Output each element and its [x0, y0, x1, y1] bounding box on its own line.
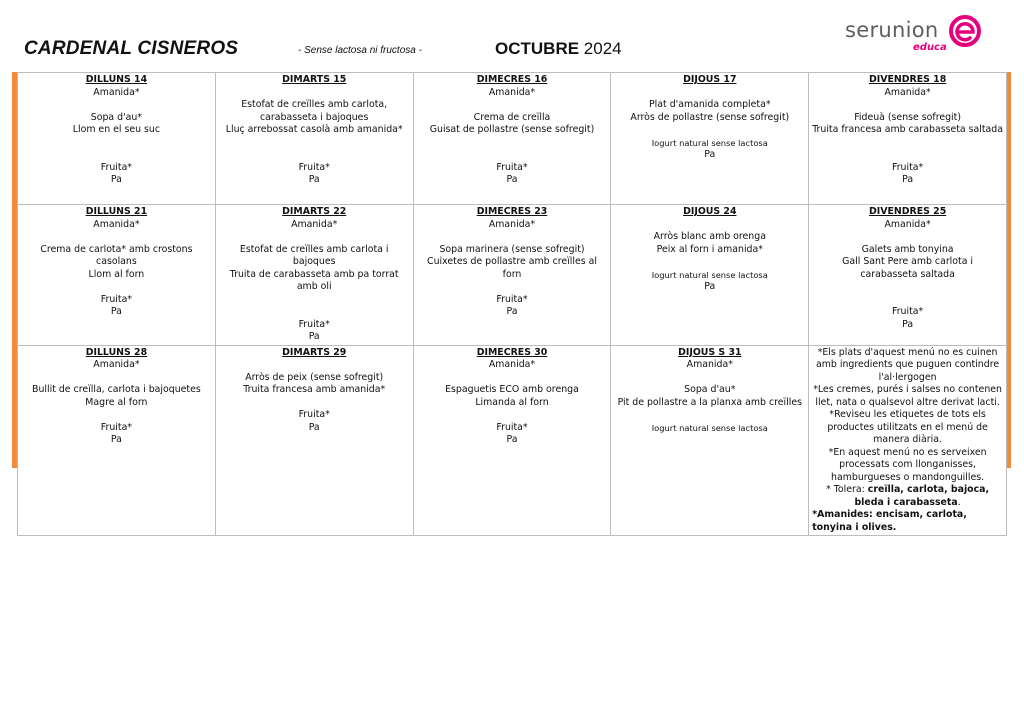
menu-line: Guisat de pollastre (sense sofregit) [429, 124, 595, 135]
menu-line [21, 372, 212, 385]
menu-line: Amanida* [686, 359, 733, 370]
menu-line [219, 306, 410, 319]
day-heading: DIMARTS 29 [282, 346, 347, 358]
menu-line: Fruita* [891, 306, 924, 317]
menu-day-cell [611, 205, 809, 346]
menu-line [21, 149, 212, 162]
menu-line: Crema de carlota* amb crostons casolans [40, 243, 193, 267]
note: *Els plats d'aquest menú no es cuinen amb ingredients que puguen contindre l'al·lergogen [816, 346, 1000, 383]
menu-day-cell [215, 73, 413, 205]
menu-day-cell [18, 345, 216, 536]
month-name: OCTUBRE [495, 39, 580, 58]
day-heading: DIVENDRES 25 [868, 206, 947, 217]
menu-line: Amanida* [488, 359, 536, 370]
menu-day-cell [18, 73, 216, 205]
menu-line: Amanida* [291, 218, 338, 230]
menu-line: Llom en el seu suc [72, 124, 161, 135]
menu-line: Sopa d'au* [684, 384, 736, 395]
note: *En aquest menú no es serveixen processats com llonganisses, hamburgueses o mandonguilles. [828, 446, 987, 483]
day-heading: DILLUNS 14 [85, 74, 148, 85]
menu-line [21, 281, 212, 294]
menu-day-cell [215, 345, 413, 536]
month-title [495, 39, 622, 59]
menu-line [417, 409, 608, 422]
menu-line: Pa [902, 318, 914, 330]
menu-line [812, 137, 1003, 150]
menu-line: Pa [506, 174, 518, 185]
menu-day-cell [413, 205, 611, 346]
day-heading: DIMECRES 23 [476, 206, 548, 217]
note: *Les cremes, purés i salses no contenen llet, nata o qualsevol altre derivat lacti. [813, 384, 1002, 408]
note-bold: creïlla, carlota, bajoca, bleda i carabasseta [854, 484, 990, 508]
menu-line: Pa [308, 421, 320, 433]
menu-line [614, 372, 805, 385]
menu-day-cell [809, 73, 1007, 205]
menu-day-cell [215, 205, 413, 346]
menu-line [219, 137, 410, 150]
menu-day-cell [413, 345, 611, 536]
menu-line: Estofat de creïlles amb carlota i bajoques [239, 243, 389, 267]
menu-line [219, 231, 410, 244]
menu-line [812, 281, 1003, 294]
menu-line [614, 87, 805, 100]
menu-line: Amanida* [93, 359, 140, 370]
week-row [18, 73, 1007, 205]
menu-day-cell [809, 205, 1007, 346]
menu-line: Amanida* [93, 86, 140, 98]
menu-line: Plat d'amanida completa* [649, 99, 771, 110]
menu-line: Iogurt natural sense lactosa [651, 422, 768, 433]
menu-line: Cuixetes de pollastre amb creïlles al forn [427, 256, 597, 280]
note-prefix: * Tolera: [826, 484, 868, 495]
menu-line: Sopa d'au* [90, 111, 143, 123]
menu-line [812, 231, 1003, 244]
menu-table [17, 72, 1007, 536]
menu-line: Pa [506, 306, 518, 317]
menu-line [21, 409, 212, 422]
menu-day-cell [611, 73, 809, 205]
menu-line [21, 99, 212, 112]
day-heading: DIMARTS 15 [282, 74, 347, 85]
menu-line: Fideuà (sense sofregit) [854, 111, 961, 123]
day-heading: DILLUNS 28 [85, 346, 148, 358]
day-heading: DIMECRES 30 [476, 346, 548, 358]
menu-line: Fruita* [891, 161, 924, 173]
menu-line: Peix al forn i amanida* [656, 243, 763, 255]
menu-line: Pa [308, 331, 320, 342]
brand-mark-icon [948, 14, 982, 48]
year: 2024 [583, 39, 622, 58]
menu-line [219, 87, 410, 100]
menu-line: Pa [110, 306, 122, 317]
menu-line [417, 372, 608, 385]
menu-line [614, 409, 805, 422]
menu-line [614, 219, 805, 232]
week-row [18, 345, 1007, 536]
menu-line: Pa [308, 174, 320, 185]
menu-line: Truita francesa amb carabasseta saltada [812, 124, 1003, 135]
menu-line: Arròs blanc amb orenga [653, 231, 766, 242]
day-heading: DILLUNS 21 [85, 206, 148, 217]
menu-line [219, 149, 410, 162]
menu-line [614, 124, 805, 137]
menu-line [417, 149, 608, 162]
menu-line: Estofat de creïlles amb carlota, [241, 99, 388, 110]
menu-line [21, 137, 212, 150]
menu-line: Amanida* [884, 86, 931, 98]
note: *Amanides: encisam, carlota, tonyina i olives. [812, 509, 967, 533]
menu-line: Espaguetis ECO amb orenga [445, 384, 579, 395]
menu-day-cell [413, 73, 611, 205]
menu-line: Fruita* [298, 409, 330, 420]
menu-line: Fruita* [298, 318, 330, 330]
school-name: CARDENAL CISNEROS [24, 38, 239, 59]
menu-line: Fruita* [100, 161, 132, 173]
menu-line: Lluç arrebossat casolà amb amanida* [225, 124, 403, 135]
menu-line: Amanida* [884, 218, 931, 230]
menu-line: Llom al forn [88, 268, 145, 280]
day-heading: DIMARTS 22 [282, 206, 347, 217]
diet-subtitle: - Sense lactosa ni fructosa - [298, 45, 422, 56]
menu-line: Fruita* [298, 161, 330, 173]
menu-line [219, 397, 410, 410]
menu-line: Truita francesa amb amanida* [243, 384, 386, 395]
menu-line: Galets amb tonyina [861, 243, 954, 255]
menu-line: Pa [902, 174, 914, 185]
day-heading: DIVENDRES 18 [868, 74, 947, 85]
menu-line: Truita de carabasseta amb pa torrat amb oli [229, 268, 399, 292]
menu-line: carabasseta i bajoques [260, 111, 369, 123]
menu-line [417, 281, 608, 294]
serunion-logo [845, 14, 985, 54]
menu-line: Fruita* [496, 293, 528, 305]
menu-line: Fruita* [496, 421, 528, 433]
menu-line [417, 99, 608, 112]
menu-line: Pa [506, 434, 518, 445]
menu-line [21, 231, 212, 244]
menu-line [219, 359, 410, 372]
menu-line: Crema de creïlla [473, 111, 551, 123]
menu-line [812, 294, 1003, 307]
menu-line: Amanida* [488, 218, 536, 230]
menu-line: Pa [704, 149, 716, 160]
day-heading: DIJOUS 17 [683, 74, 737, 85]
brand-name: serunion [845, 18, 939, 42]
menu-line: Arròs de peix (sense sofregit) [245, 371, 384, 383]
menu-line: Fruita* [100, 293, 132, 305]
menu-line: Iogurt natural sense lactosa [651, 269, 768, 280]
menu-line [417, 231, 608, 244]
menu-line [812, 99, 1003, 112]
menu-line: Amanida* [488, 86, 536, 98]
menu-line: Amanida* [93, 218, 140, 230]
menu-day-cell [611, 345, 809, 536]
menu-line [219, 294, 410, 307]
note-suffix: . [957, 496, 961, 508]
menu-day-cell [18, 205, 216, 346]
menu-line [417, 137, 608, 150]
menu-line: Magre al forn [85, 396, 148, 408]
menu-line: Pa [110, 434, 122, 445]
note: *Reviseu les etiquetes de tots els productes utilitzats en el menú de manera diària. [827, 409, 988, 445]
notes-cell [809, 345, 1007, 536]
brand-sub: educa [913, 42, 947, 53]
menu-line: Fruita* [100, 421, 132, 433]
day-heading: DIJOUS 24 [683, 206, 737, 217]
menu-line: Gall Sant Pere amb carlota i carabasseta saltada [842, 256, 974, 280]
menu-line: Pa [110, 174, 122, 185]
menu-line: Limanda al forn [475, 396, 549, 408]
menu-line [614, 256, 805, 269]
menu-line: Iogurt natural sense lactosa [651, 137, 768, 148]
menu-line: Sopa marinera (sense sofregit) [439, 243, 585, 255]
menu-line [812, 149, 1003, 162]
menu-line: Arròs de pollastre (sense sofregit) [630, 111, 790, 123]
day-heading: DIJOUS S 31 [678, 346, 742, 358]
menu-line: Fruita* [496, 161, 528, 173]
menu-line: Pa [704, 281, 716, 292]
day-heading: DIMECRES 16 [476, 74, 548, 85]
week-row [18, 205, 1007, 346]
menu-line: Pit de pollastre a la planxa amb creïlles [617, 396, 802, 408]
menu-line: Bullit de creïlla, carlota i bajoquetes [32, 384, 201, 395]
note [812, 484, 1003, 509]
right-accent-bar [1007, 72, 1011, 468]
